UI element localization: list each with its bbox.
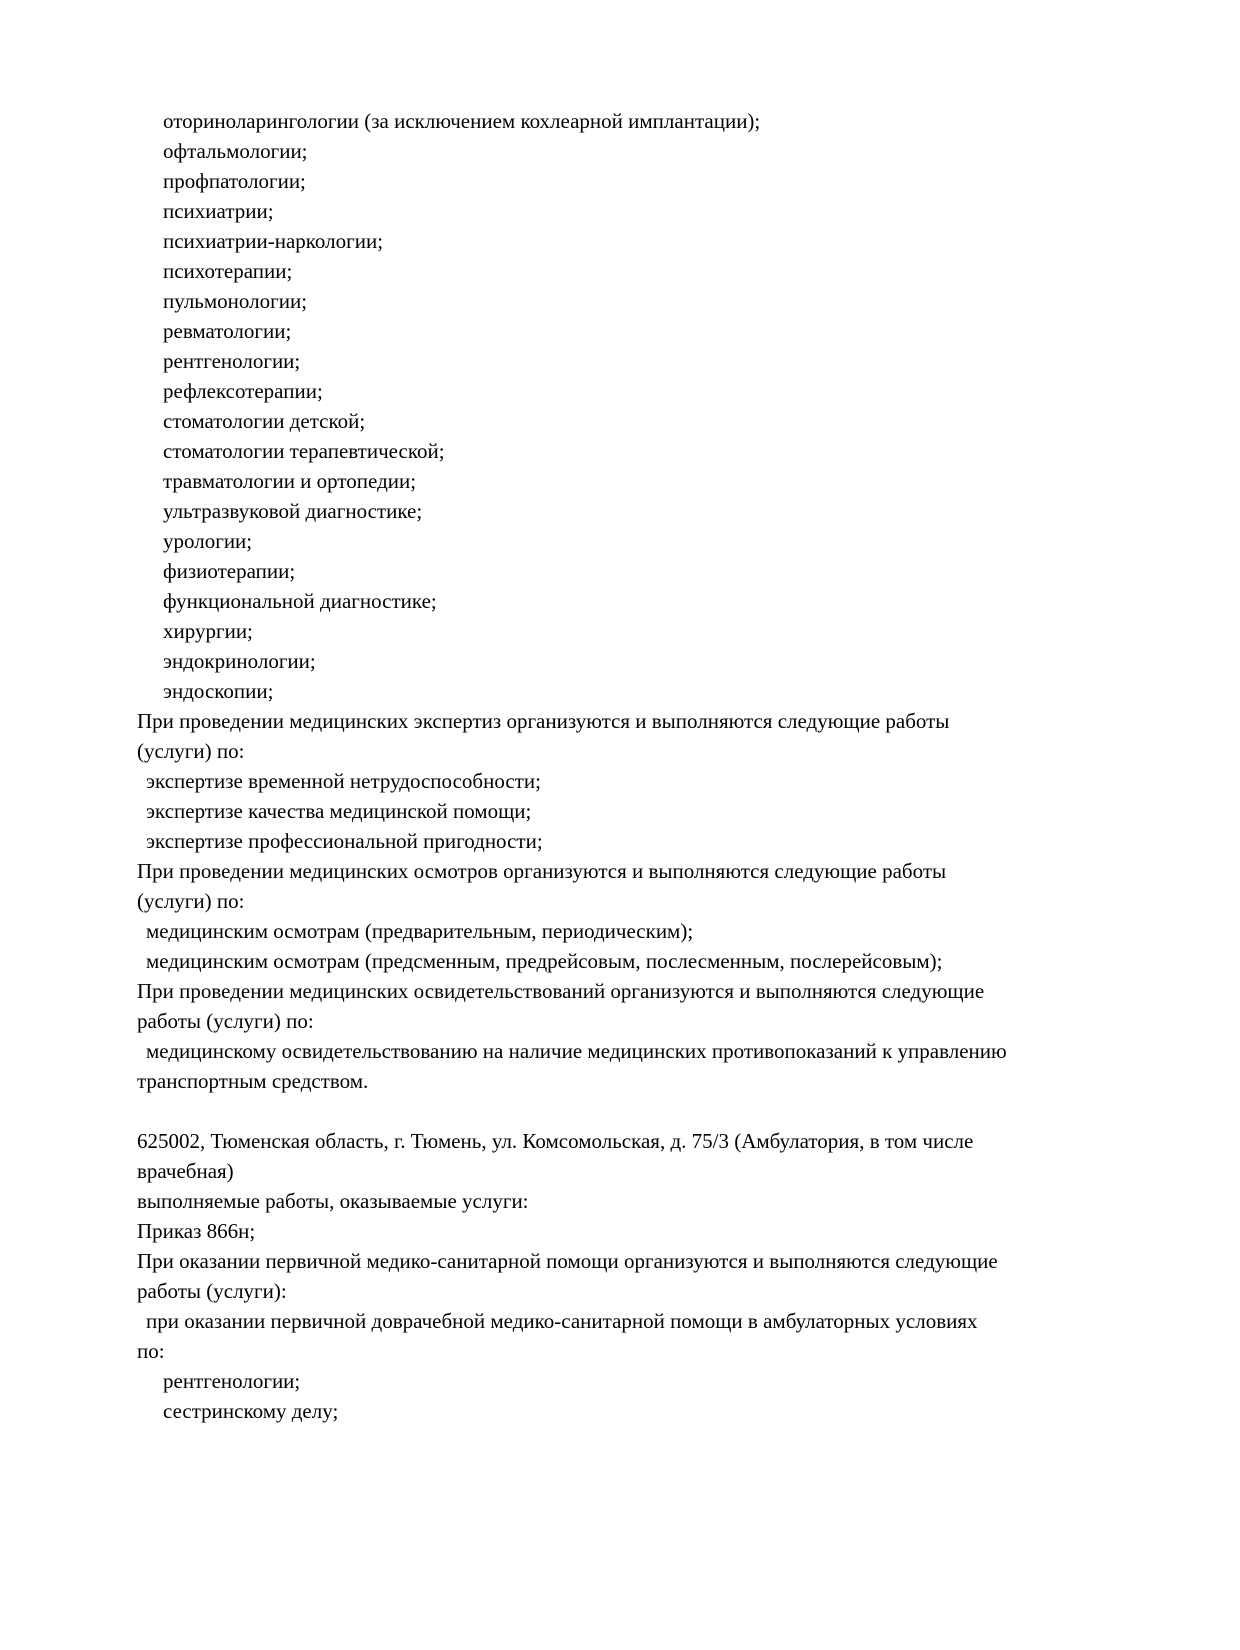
text-line: эндоскопии; <box>163 679 274 703</box>
text-line: транспортным средством. <box>137 1069 369 1093</box>
text-line: сестринскому делу; <box>163 1399 339 1423</box>
text-line: (услуги) по: <box>137 739 245 763</box>
text-line: физиотерапии; <box>163 559 296 583</box>
text-line: травматологии и ортопедии; <box>163 469 417 493</box>
text-line: рентгенологии; <box>163 1369 301 1393</box>
document-body <box>137 106 1007 1426</box>
text-line: психиатрии-наркологии; <box>163 229 384 253</box>
text-line: медицинскому освидетельствованию на наличие медицинских противопоказаний к управлению <box>146 1039 1007 1063</box>
text-line: работы (услуги) по: <box>137 1009 314 1033</box>
text-line: урологии; <box>163 529 253 553</box>
text-line: работы (услуги): <box>137 1279 287 1303</box>
text-line: При проведении медицинских осмотров организуются и выполняются следующие работы <box>137 859 947 883</box>
text-line: При проведении медицинских экспертиз организуются и выполняются следующие работы <box>137 709 950 733</box>
text-line: эндокринологии; <box>163 649 316 673</box>
text-line: экспертизе качества медицинской помощи; <box>146 799 532 823</box>
text-line: 625002, Тюменская область, г. Тюмень, ул. Комсомольская, д. 75/3 (Амбулатория, в том числе <box>137 1129 974 1153</box>
text-line: функциональной диагностике; <box>163 589 437 613</box>
text-line: (услуги) по: <box>137 889 245 913</box>
text-line: врачебная) <box>137 1159 234 1183</box>
text-line: рефлексотерапии; <box>163 379 323 403</box>
text-line: оториноларингологии (за исключением кохлеарной имплантации); <box>163 109 761 133</box>
text-line: пульмонологии; <box>163 289 308 313</box>
text-line: профпатологии; <box>163 169 306 193</box>
text-line: выполняемые работы, оказываемые услуги: <box>137 1189 529 1213</box>
text-line: психотерапии; <box>163 259 293 283</box>
text-line: ревматологии; <box>163 319 292 343</box>
text-line: При проведении медицинских освидетельствований организуются и выполняются следующие <box>137 979 985 1003</box>
text-line: Приказ 866н; <box>137 1219 256 1243</box>
text-line: медицинским осмотрам (предсменным, предрейсовым, послесменным, послерейсовым); <box>146 949 943 973</box>
text-line: по: <box>137 1339 165 1363</box>
text-line: психиатрии; <box>163 199 274 223</box>
text-line: экспертизе профессиональной пригодности; <box>146 829 543 853</box>
text-line: хирургии; <box>163 619 253 643</box>
text-line: офтальмологии; <box>163 139 308 163</box>
text-line: медицинским осмотрам (предварительным, периодическим); <box>146 919 694 943</box>
blank-line <box>137 1096 1007 1126</box>
text-line: рентгенологии; <box>163 349 301 373</box>
text-line: при оказании первичной доврачебной медико-санитарной помощи в амбулаторных условиях <box>146 1309 978 1333</box>
text-line: ультразвуковой диагностике; <box>163 499 423 523</box>
text-line: При оказании первичной медико-санитарной помощи организуются и выполняются следующие <box>137 1249 998 1273</box>
text-line: стоматологии детской; <box>163 409 366 433</box>
text-line: экспертизе временной нетрудоспособности; <box>146 769 541 793</box>
text-line: стоматологии терапевтической; <box>163 439 445 463</box>
